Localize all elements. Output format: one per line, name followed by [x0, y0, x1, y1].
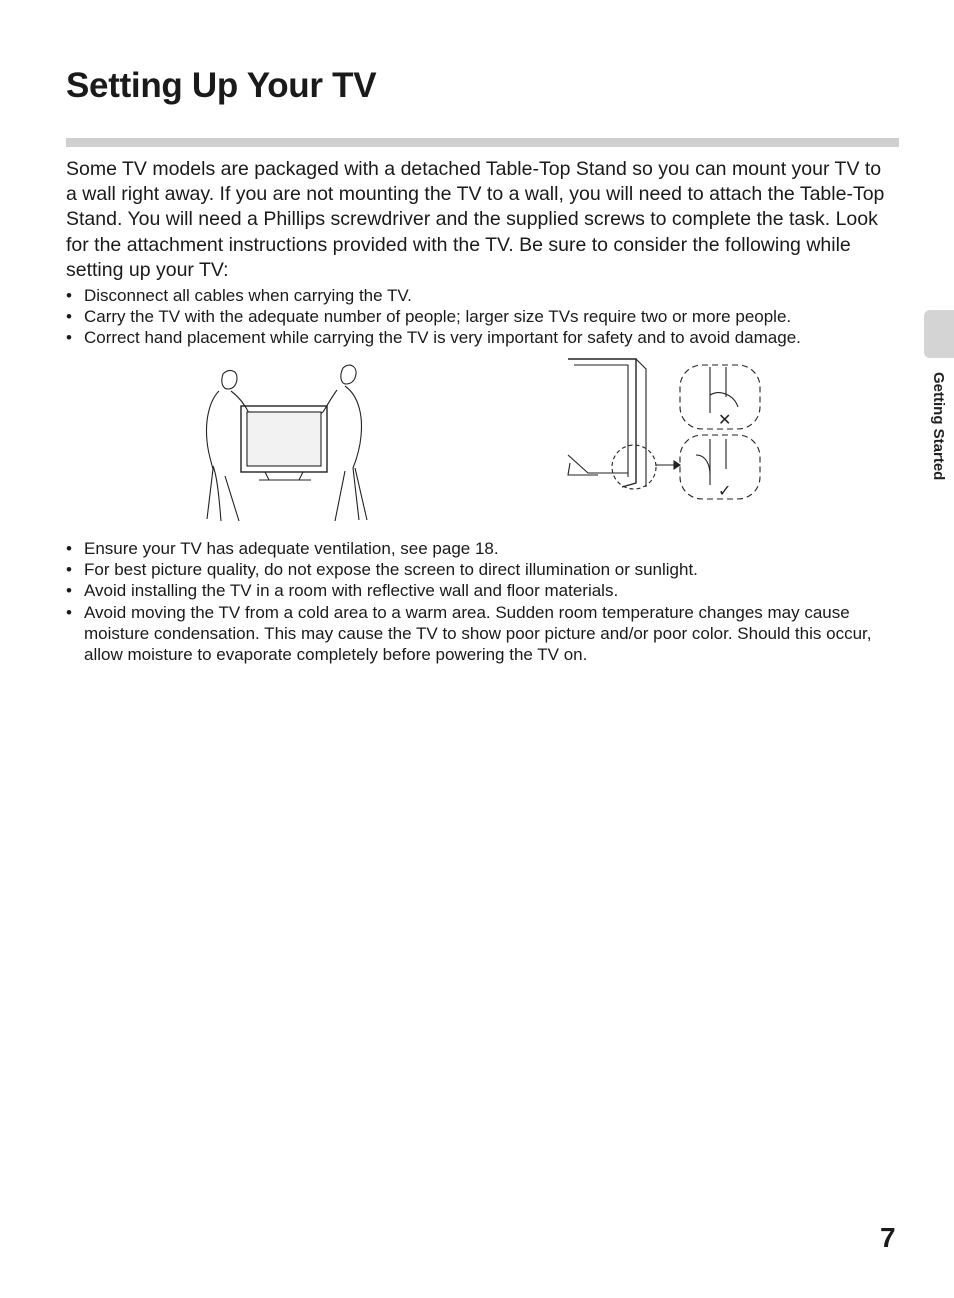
placement-list — [66, 538, 902, 665]
list-item: • Avoid installing the TV in a room with reflective wall and floor materials. — [66, 581, 619, 601]
page-title: Setting Up Your TV — [66, 66, 377, 105]
list-item: • Avoid moving the TV from a cold area to a warm area. Sudden room temperature changes may cause moisture condensation. This may cause the TV to show poor picture and/or poor color. Should this occur, allow moisture to evaporate completely before powering the TV on. — [66, 602, 872, 665]
bullet-icon: • — [66, 307, 72, 327]
bullet-icon: • — [66, 581, 72, 601]
list-item: • Disconnect all cables when carrying the TV. — [66, 286, 412, 305]
bullet-icon: • — [66, 539, 72, 558]
bullet-icon: • — [66, 602, 72, 622]
bullet-icon: • — [66, 286, 72, 305]
hand-placement-illustration — [560, 355, 770, 503]
list-item: • Carry the TV with the adequate number of people; larger size TVs require two or more people. — [66, 307, 792, 327]
page-number: 7 — [880, 1222, 896, 1253]
section-tab-label: Getting Started — [930, 372, 947, 481]
two-people-carrying-tv-illustration — [195, 356, 375, 521]
section-tab — [924, 310, 954, 358]
title-divider — [66, 138, 899, 147]
list-item: • For best picture quality, do not expose the screen to direct illumination or sunlight. — [66, 560, 698, 580]
check-mark-icon: ✓ — [718, 481, 732, 500]
list-item: • Correct hand placement while carrying the TV is very important for safety and to avoid damage. — [66, 328, 801, 348]
bullet-icon: • — [66, 560, 72, 580]
list-item: • Ensure your TV has adequate ventilation, see page 18. — [66, 539, 499, 558]
intro-paragraph: Some TV models are packaged with a detached Table-Top Stand so you can mount your TV to a wall right away. If you are not mounting the TV to a wall, you will need to attach the Table-Top Stand. You will need a Phillips screwdriver and the supplied screws to complete the task. Look for the attachment instructions provided with the TV. Be sure to consider the following while setting up your TV: — [66, 158, 885, 281]
precautions-list — [66, 285, 902, 349]
wrong-mark-icon: ✕ — [718, 410, 732, 429]
bullet-icon: • — [66, 328, 72, 348]
